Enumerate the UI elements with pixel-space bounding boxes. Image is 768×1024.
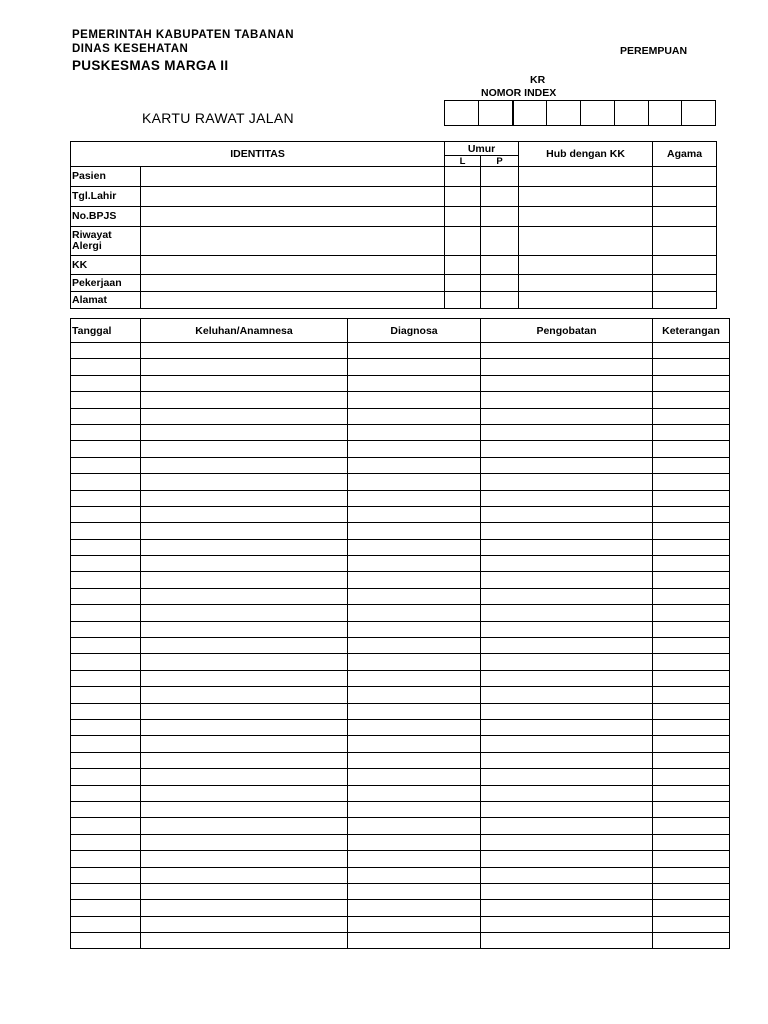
table-cell[interactable] [141,605,348,621]
table-cell[interactable] [71,392,141,408]
table-cell[interactable] [653,359,730,375]
header-government: PEMERINTAH KABUPATEN TABANAN [72,29,295,41]
table-cell[interactable] [71,687,141,703]
table-cell[interactable] [141,719,348,735]
row-label-no-bpjs: No.BPJS [71,207,141,227]
table-cell[interactable] [348,670,481,686]
table-cell[interactable] [653,408,730,424]
table-row [71,621,730,637]
table-cell[interactable] [141,457,348,473]
table-cell[interactable] [141,818,348,834]
table-cell[interactable] [348,883,481,899]
table-cell[interactable] [653,588,730,604]
field-umur-p[interactable] [481,167,519,187]
table-cell[interactable] [653,441,730,457]
table-cell[interactable] [653,343,730,359]
table-row [71,883,730,899]
row-label-tgl-lahir: Tgl.Lahir [71,187,141,207]
diagnosa-header: Diagnosa [348,319,481,343]
table-cell[interactable] [141,687,348,703]
table-row [71,670,730,686]
table-cell[interactable] [71,851,141,867]
field-cell[interactable] [653,292,717,309]
table-cell[interactable] [141,752,348,768]
table-cell[interactable] [348,621,481,637]
table-row [71,506,730,522]
field-cell[interactable] [481,256,519,275]
table-cell[interactable] [348,359,481,375]
table-cell[interactable] [141,933,348,949]
table-cell[interactable] [653,883,730,899]
table-cell[interactable] [481,638,653,654]
table-cell[interactable] [71,375,141,391]
table-cell[interactable] [71,343,141,359]
table-cell[interactable] [653,834,730,850]
table-cell[interactable] [653,785,730,801]
table-cell[interactable] [348,490,481,506]
table-row [71,392,730,408]
table-cell[interactable] [141,539,348,555]
table-cell[interactable] [481,539,653,555]
table-cell[interactable] [481,900,653,916]
field-cell[interactable] [445,275,481,292]
table-cell[interactable] [481,375,653,391]
table-cell[interactable] [141,638,348,654]
field-cell[interactable] [481,275,519,292]
table-row [71,556,730,572]
table-row [71,769,730,785]
header-puskesmas: PUSKESMAS MARGA II [72,58,229,73]
header-department: DINAS KESEHATAN [72,43,189,55]
table-cell[interactable] [71,457,141,473]
table-cell[interactable] [348,343,481,359]
table-cell[interactable] [71,621,141,637]
table-cell[interactable] [141,883,348,899]
table-cell[interactable] [71,408,141,424]
table-cell[interactable] [348,703,481,719]
table-cell[interactable] [71,736,141,752]
index-box[interactable] [682,101,715,125]
table-cell[interactable] [481,523,653,539]
table-cell[interactable] [71,539,141,555]
table-cell[interactable] [348,474,481,490]
table-cell[interactable] [348,834,481,850]
table-cell[interactable] [481,703,653,719]
table-row [71,834,730,850]
table-cell[interactable] [653,638,730,654]
table-cell[interactable] [481,424,653,440]
table-cell[interactable] [653,703,730,719]
table-cell[interactable] [481,867,653,883]
table-cell[interactable] [141,670,348,686]
table-cell[interactable] [348,572,481,588]
table-cell[interactable] [141,769,348,785]
table-cell[interactable] [653,490,730,506]
table-cell[interactable] [141,490,348,506]
field-cell[interactable] [481,227,519,256]
table-cell[interactable] [348,654,481,670]
table-row [71,736,730,752]
nomor-index-boxes[interactable] [444,100,716,126]
table-cell[interactable] [71,359,141,375]
table-row [71,523,730,539]
table-cell[interactable] [348,851,481,867]
table-cell[interactable] [71,441,141,457]
table-cell[interactable] [481,621,653,637]
field-cell[interactable] [519,227,653,256]
table-cell[interactable] [653,818,730,834]
field-cell[interactable] [519,187,653,207]
table-cell[interactable] [348,736,481,752]
row-label-kk: KK [71,256,141,275]
table-cell[interactable] [481,883,653,899]
table-cell[interactable] [348,556,481,572]
table-cell[interactable] [71,556,141,572]
field-cell[interactable] [481,207,519,227]
visit-rows [71,343,730,949]
table-cell[interactable] [348,818,481,834]
table-cell[interactable] [348,441,481,457]
table-cell[interactable] [71,572,141,588]
table-row [71,900,730,916]
table-row [71,638,730,654]
table-cell[interactable] [141,703,348,719]
pengobatan-header: Pengobatan [481,319,653,343]
table-cell[interactable] [653,719,730,735]
umur-header: Umur [445,142,519,156]
table-cell[interactable] [348,523,481,539]
table-cell[interactable] [481,851,653,867]
table-cell[interactable] [141,375,348,391]
table-row [71,474,730,490]
table-cell[interactable] [653,474,730,490]
index-box[interactable] [649,101,683,125]
field-cell[interactable] [653,275,717,292]
table-cell[interactable] [481,490,653,506]
table-cell[interactable] [348,719,481,735]
table-cell[interactable] [71,752,141,768]
table-cell[interactable] [653,687,730,703]
table-cell[interactable] [71,769,141,785]
table-cell[interactable] [141,343,348,359]
field-cell[interactable] [481,292,519,309]
table-cell[interactable] [71,638,141,654]
index-box[interactable] [615,101,649,125]
table-cell[interactable] [348,375,481,391]
table-cell[interactable] [141,867,348,883]
field-cell[interactable] [445,256,481,275]
table-cell[interactable] [141,851,348,867]
table-cell[interactable] [348,687,481,703]
table-cell[interactable] [653,670,730,686]
umur-p-header: P [481,156,519,167]
table-cell[interactable] [481,736,653,752]
field-cell[interactable] [519,256,653,275]
index-box[interactable] [479,101,513,125]
table-cell[interactable] [653,605,730,621]
field-pekerjaan[interactable] [141,275,445,292]
table-cell[interactable] [141,359,348,375]
table-cell[interactable] [348,588,481,604]
table-row [71,457,730,473]
table-cell[interactable] [481,392,653,408]
table-cell[interactable] [348,392,481,408]
table-row [71,719,730,735]
row-label-riwayat-alergi: Riwayat Alergi [71,227,141,256]
table-cell[interactable] [481,441,653,457]
table-cell[interactable] [348,867,481,883]
field-cell[interactable] [445,187,481,207]
field-cell[interactable] [519,292,653,309]
field-cell[interactable] [519,207,653,227]
table-cell[interactable] [653,654,730,670]
table-cell[interactable] [653,769,730,785]
kr-label: KR [530,74,546,86]
table-cell[interactable] [481,654,653,670]
table-cell[interactable] [653,539,730,555]
table-row [71,572,730,588]
index-box[interactable] [513,101,548,125]
table-cell[interactable] [71,424,141,440]
table-cell[interactable] [141,408,348,424]
table-cell[interactable] [348,785,481,801]
table-cell[interactable] [71,523,141,539]
field-alamat[interactable] [141,292,445,309]
table-cell[interactable] [481,687,653,703]
table-cell[interactable] [71,506,141,522]
table-cell[interactable] [481,785,653,801]
field-cell[interactable] [445,227,481,256]
tanggal-header: Tanggal [71,319,141,343]
table-row [71,424,730,440]
table-cell[interactable] [653,457,730,473]
table-cell[interactable] [653,506,730,522]
table-row [71,851,730,867]
umur-l-header: L [445,156,481,167]
table-cell[interactable] [348,408,481,424]
row-label-alamat: Alamat [71,292,141,309]
table-cell[interactable] [141,523,348,539]
table-cell[interactable] [141,785,348,801]
table-cell[interactable] [141,474,348,490]
table-cell[interactable] [481,719,653,735]
table-row [71,408,730,424]
table-cell[interactable] [141,588,348,604]
table-row [71,605,730,621]
table-cell[interactable] [141,556,348,572]
table-cell[interactable] [141,441,348,457]
table-row [71,441,730,457]
table-cell[interactable] [481,818,653,834]
card-title: KARTU RAWAT JALAN [142,110,294,126]
table-row [71,490,730,506]
row-label-pekerjaan: Pekerjaan [71,275,141,292]
keluhan-header: Keluhan/Anamnesa [141,319,348,343]
table-cell[interactable] [71,801,141,817]
table-cell[interactable] [348,506,481,522]
field-riwayat-alergi[interactable] [141,227,445,256]
table-cell[interactable] [481,506,653,522]
table-cell[interactable] [71,490,141,506]
table-cell[interactable] [141,834,348,850]
field-hub-kk[interactable] [519,167,653,187]
table-cell[interactable] [481,457,653,473]
table-cell[interactable] [71,654,141,670]
hub-kk-header: Hub dengan KK [519,142,653,167]
table-row [71,818,730,834]
table-row [71,539,730,555]
table-cell[interactable] [71,703,141,719]
table-cell[interactable] [653,933,730,949]
table-cell[interactable] [481,588,653,604]
table-cell[interactable] [481,933,653,949]
table-row [71,933,730,949]
field-cell[interactable] [653,187,717,207]
table-cell[interactable] [348,457,481,473]
row-label-pasien: Pasien [71,167,141,187]
table-cell[interactable] [141,424,348,440]
table-cell[interactable] [71,588,141,604]
field-agama[interactable] [653,167,717,187]
table-cell[interactable] [141,801,348,817]
table-cell[interactable] [653,752,730,768]
table-row [71,916,730,932]
table-cell[interactable] [481,670,653,686]
table-cell[interactable] [141,572,348,588]
table-row [71,703,730,719]
table-cell[interactable] [481,801,653,817]
table-cell[interactable] [71,867,141,883]
field-umur-l[interactable] [445,167,481,187]
table-cell[interactable] [653,867,730,883]
table-cell[interactable] [653,621,730,637]
table-cell[interactable] [348,605,481,621]
keterangan-header: Keterangan [653,319,730,343]
identity-table [70,141,717,309]
table-cell[interactable] [481,359,653,375]
table-cell[interactable] [348,916,481,932]
table-cell[interactable] [653,900,730,916]
field-cell[interactable] [653,207,717,227]
table-cell[interactable] [481,752,653,768]
table-cell[interactable] [71,883,141,899]
table-cell[interactable] [653,392,730,408]
table-cell[interactable] [141,916,348,932]
field-tgl-lahir[interactable] [141,187,445,207]
table-cell[interactable] [481,572,653,588]
table-row [71,375,730,391]
table-cell[interactable] [348,900,481,916]
field-cell[interactable] [481,187,519,207]
table-cell[interactable] [653,736,730,752]
field-cell[interactable] [653,227,717,256]
agama-header: Agama [653,142,717,167]
visit-table [70,318,730,949]
table-cell[interactable] [141,621,348,637]
table-cell[interactable] [653,424,730,440]
table-cell[interactable] [71,818,141,834]
field-cell[interactable] [445,292,481,309]
table-row [71,785,730,801]
table-cell[interactable] [141,392,348,408]
field-cell[interactable] [653,256,717,275]
table-cell[interactable] [71,785,141,801]
table-cell[interactable] [653,375,730,391]
table-cell[interactable] [141,736,348,752]
table-cell[interactable] [71,670,141,686]
table-cell[interactable] [653,801,730,817]
field-cell[interactable] [445,207,481,227]
table-row [71,801,730,817]
index-box[interactable] [581,101,615,125]
table-cell[interactable] [71,900,141,916]
table-cell[interactable] [481,556,653,572]
table-cell[interactable] [71,916,141,932]
table-cell[interactable] [141,506,348,522]
table-cell[interactable] [71,834,141,850]
field-cell[interactable] [519,275,653,292]
table-row [71,752,730,768]
table-cell[interactable] [481,769,653,785]
table-cell[interactable] [348,539,481,555]
table-row [71,359,730,375]
nomor-index-label: NOMOR INDEX [481,87,557,99]
table-cell[interactable] [141,900,348,916]
table-row [71,588,730,604]
table-cell[interactable] [481,916,653,932]
identitas-header: IDENTITAS [71,142,445,167]
table-row [71,867,730,883]
table-cell[interactable] [481,834,653,850]
table-cell[interactable] [348,801,481,817]
table-cell[interactable] [653,572,730,588]
table-cell[interactable] [481,408,653,424]
table-cell[interactable] [653,523,730,539]
table-cell[interactable] [71,605,141,621]
table-cell[interactable] [348,769,481,785]
table-cell[interactable] [653,556,730,572]
table-cell[interactable] [348,752,481,768]
table-cell[interactable] [71,719,141,735]
table-cell[interactable] [71,474,141,490]
table-cell[interactable] [653,851,730,867]
field-no-bpjs[interactable] [141,207,445,227]
table-cell[interactable] [481,605,653,621]
table-cell[interactable] [481,343,653,359]
table-cell[interactable] [348,933,481,949]
table-cell[interactable] [141,654,348,670]
field-kk[interactable] [141,256,445,275]
table-row [71,687,730,703]
table-cell[interactable] [653,916,730,932]
table-row [71,343,730,359]
table-cell[interactable] [71,933,141,949]
table-cell[interactable] [348,424,481,440]
table-cell[interactable] [348,638,481,654]
gender-label: PEREMPUAN [620,45,688,57]
table-row [71,654,730,670]
field-pasien[interactable] [141,167,445,187]
table-cell[interactable] [481,474,653,490]
index-box[interactable] [445,101,479,125]
index-box[interactable] [547,101,581,125]
